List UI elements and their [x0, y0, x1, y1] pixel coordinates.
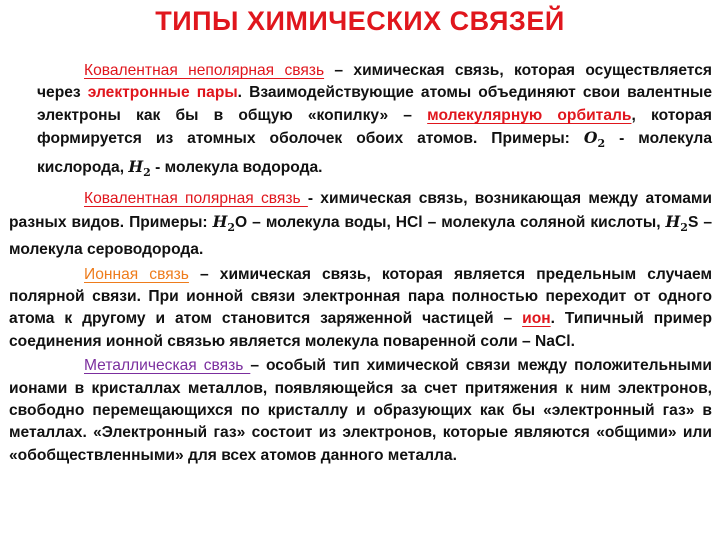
term-covalent-polar: Ковалентная полярная связь	[84, 190, 308, 208]
highlight-electron-pairs: электронные пары	[87, 84, 238, 102]
highlight-ion: ион	[522, 310, 551, 328]
formula-oxygen: $O_2$	[583, 128, 606, 151]
p3-text-2: . Типичный пример соединения ионной связью является молекула поваренной соли – NaCl.	[9, 310, 712, 350]
p1-text-4: - молекула кислорода,	[37, 130, 712, 176]
paragraph-metallic	[9, 355, 712, 467]
p2-text-1: - химическая связь, возникающая между атомами разных видов. Примеры:	[9, 190, 712, 231]
formula-water: $H_2$	[212, 211, 236, 234]
p1-text-2: . Взаимодействующие атомы объединяют свои валентные электроны как бы в общую «копилку» –	[37, 84, 713, 124]
paragraph-covalent-nonpolar	[9, 60, 712, 184]
term-ionic: Ионная связь	[84, 265, 189, 283]
p1-text-1: – химическая связь, которая осуществляется через	[37, 62, 712, 102]
term-metallic: Металлическая связь	[84, 357, 251, 375]
formula-hydrogen-sulfide: $H_2$	[665, 211, 688, 234]
formula-hydrogen: $H_2$	[128, 156, 151, 179]
p4-text-1: – особый тип химической связи между положительными ионами в кристаллах металлов, появляющейся за счет притяжения к ним электронов, свободно перемещающихся по кристаллу и образующих как бы «электронный газ» в металлах. «Электронный газ» состоит из электронов, которые являются «общими» или «обобществленными» для всех атомов данного металла.	[9, 357, 712, 464]
paragraph-ionic	[9, 264, 712, 354]
p3-text-1: – химическая связь, которая является предельным случаем полярной связи. При ионной связи электронная пара полностью переходит от одного атома к другому и атом становится заряженной частицей –	[9, 265, 712, 328]
p2-text-2: O – молекула воды, HCl – молекула соляной кислоты,	[235, 213, 666, 231]
document-body	[9, 60, 712, 469]
p1-text-3: , которая формируется из атомных оболочек обоих атомов. Примеры:	[37, 106, 712, 148]
page-title: ТИПЫ ХИМИЧЕСКИХ СВЯЗЕЙ	[155, 6, 565, 36]
p1-text-5: - молекула водорода.	[150, 158, 323, 176]
term-covalent-nonpolar: Ковалентная неполярная связь	[84, 62, 325, 79]
p2-text-3: S – молекула сероводорода.	[9, 213, 713, 259]
highlight-molecular-orbital: молекулярную орбиталь	[427, 106, 632, 124]
paragraph-covalent-polar	[9, 188, 712, 261]
